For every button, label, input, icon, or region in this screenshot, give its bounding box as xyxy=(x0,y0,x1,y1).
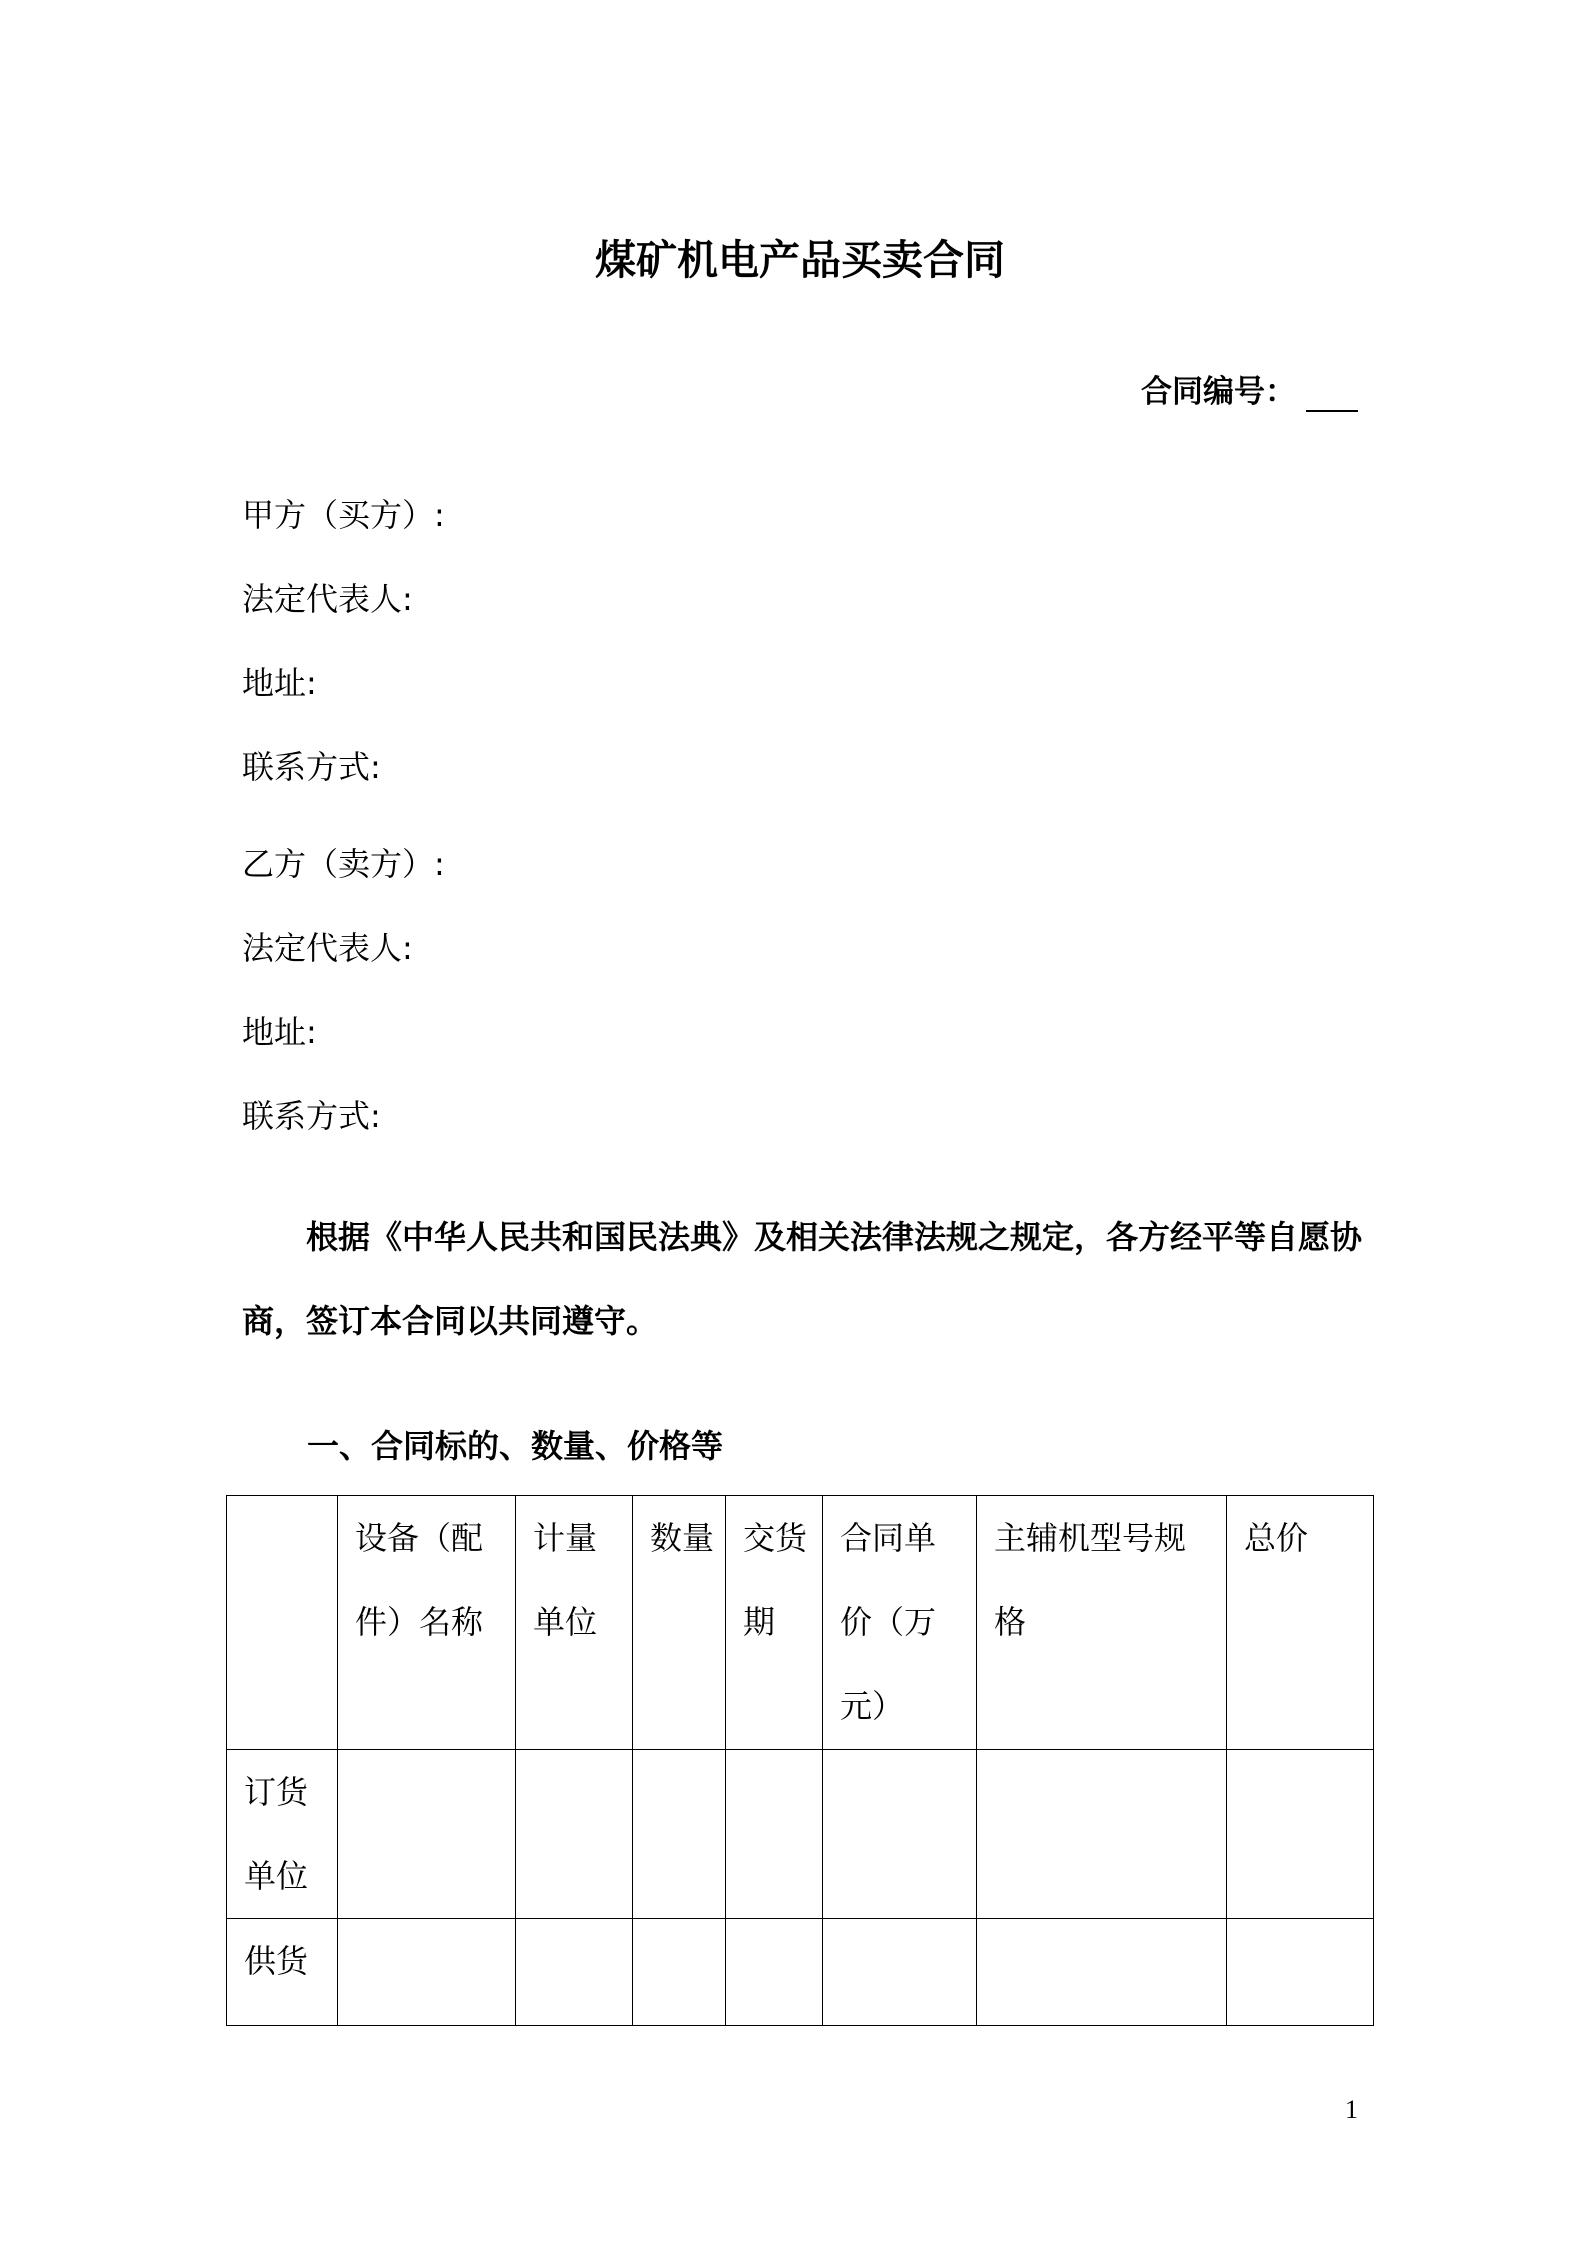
page-number: 1 xyxy=(1345,2095,1358,2124)
table-cell xyxy=(977,1919,1227,2026)
party-b-heading: 乙方（卖方）: xyxy=(242,845,445,883)
header-cell-quantity xyxy=(633,1496,726,1750)
party-b-contact: 联系方式: xyxy=(242,1097,381,1135)
header-line: 合同单 xyxy=(840,1519,937,1557)
header-cell-total-price xyxy=(1227,1496,1374,1750)
header-line: 总价 xyxy=(1244,1519,1309,1557)
table-cell xyxy=(516,1750,633,1919)
table-cell xyxy=(726,1750,823,1919)
table-cell xyxy=(977,1750,1227,1919)
table-header-row xyxy=(227,1496,1374,1750)
document-title: 煤矿机电产品买卖合同 xyxy=(595,236,1005,284)
preamble-paragraph: 根据《中华人民共和国民法典》及相关法律法规之规定，各方经平等自愿协商，签订本合同以共同遵守。 xyxy=(242,1218,1363,1340)
header-line: 期 xyxy=(743,1603,776,1641)
contract-number xyxy=(1141,371,1358,413)
party-a-block xyxy=(242,473,1242,809)
header-line: 数量 xyxy=(650,1519,715,1557)
party-a-address: 地址: xyxy=(242,664,317,702)
header-line: 设备（配 xyxy=(355,1519,484,1557)
table-row-order-unit xyxy=(227,1750,1374,1919)
table-cell xyxy=(1227,1750,1374,1919)
row-label-line: 单位 xyxy=(244,1857,309,1895)
header-cell-unit-price xyxy=(823,1496,977,1750)
header-line: 件）名称 xyxy=(355,1603,484,1641)
party-b-address: 地址: xyxy=(242,1013,317,1051)
party-a-legal-rep: 法定代表人: xyxy=(242,580,413,618)
party-b-block xyxy=(242,822,1242,1158)
header-line: 交货 xyxy=(743,1519,808,1557)
table-cell xyxy=(633,1750,726,1919)
header-cell-blank xyxy=(227,1496,338,1750)
party-a-heading: 甲方（买方）: xyxy=(242,496,445,534)
party-b-legal-rep: 法定代表人: xyxy=(242,929,413,967)
table-cell xyxy=(338,1750,516,1919)
header-line: 格 xyxy=(994,1603,1027,1641)
table-cell xyxy=(1227,1919,1374,2026)
row-label-cell xyxy=(227,1919,338,2026)
row-label-line: 订货 xyxy=(244,1773,309,1811)
goods-table xyxy=(226,1495,1374,2026)
section-1-heading: 一、合同标的、数量、价格等 xyxy=(307,1427,724,1465)
table-row-supply xyxy=(227,1919,1374,2026)
row-label-cell xyxy=(227,1750,338,1919)
header-cell-model-spec xyxy=(977,1496,1227,1750)
table-cell xyxy=(338,1919,516,2026)
header-line: 主辅机型号规 xyxy=(994,1519,1187,1557)
header-line: 价（万 xyxy=(840,1603,937,1641)
header-line: 计量 xyxy=(533,1519,598,1557)
table-cell xyxy=(633,1919,726,2026)
header-cell-unit xyxy=(516,1496,633,1750)
table-cell xyxy=(823,1919,977,2026)
header-cell-equipment-name xyxy=(338,1496,516,1750)
row-label-line: 供货 xyxy=(244,1942,309,1980)
header-line: 元） xyxy=(840,1687,905,1725)
contract-number-label: 合同编号： xyxy=(1141,374,1296,410)
party-a-contact: 联系方式: xyxy=(242,748,381,786)
header-cell-delivery-date xyxy=(726,1496,823,1750)
table-cell xyxy=(516,1919,633,2026)
header-line: 单位 xyxy=(533,1603,598,1641)
table-cell xyxy=(823,1750,977,1919)
contract-number-blank xyxy=(1306,409,1358,412)
table-cell xyxy=(726,1919,823,2026)
